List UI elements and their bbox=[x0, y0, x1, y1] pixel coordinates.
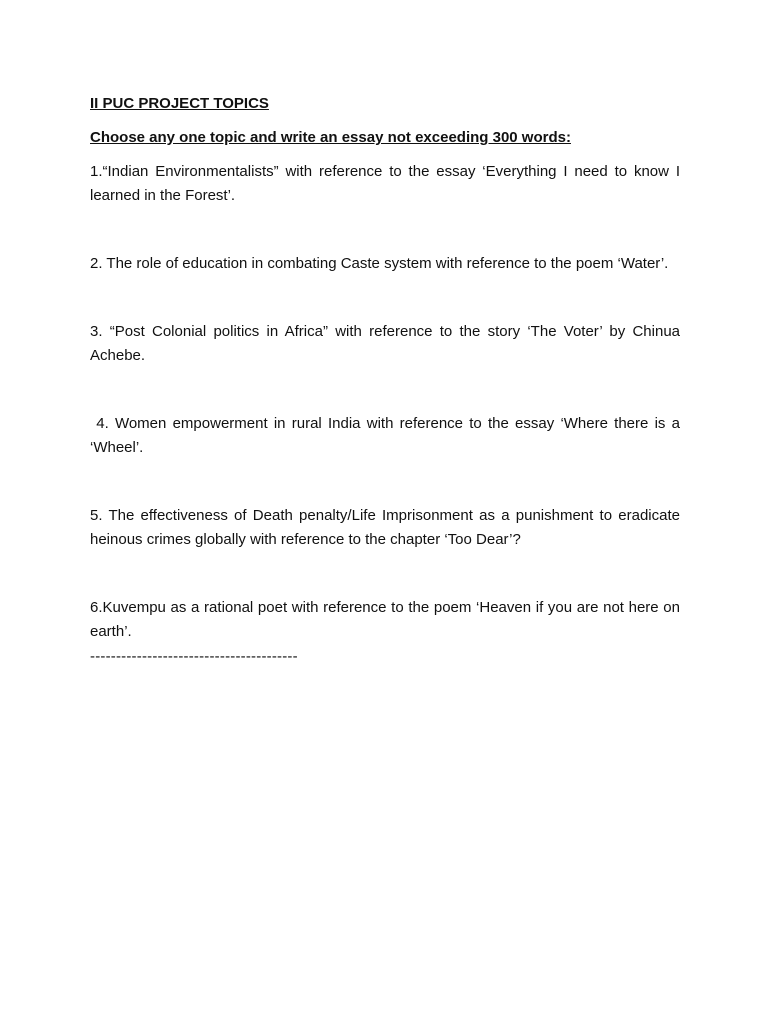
topic-list bbox=[90, 160, 680, 644]
topic-item-6: 6.Kuvempu as a rational poet with reference to the poem ‘Heaven if you are not here on earth’. bbox=[90, 599, 680, 640]
topic-item-3: 3. “Post Colonial politics in Africa” with reference to the story ‘The Voter’ by Chinua Achebe. bbox=[90, 323, 680, 364]
topic-item-1: 1.“Indian Environmentalists” with reference to the essay ‘Everything I need to know I learned in the Forest’. bbox=[90, 163, 680, 204]
topic-item-4: 4. Women empowerment in rural India with reference to the essay ‘Where there is a ‘Wheel’. bbox=[90, 415, 680, 456]
separator-line: ---------------------------------------- bbox=[90, 648, 298, 665]
topic-item-5: 5. The effectiveness of Death penalty/Life Imprisonment as a punishment to eradicate heinous crimes globally with reference to the chapter ‘Too Dear’? bbox=[90, 507, 680, 548]
topic-item-2: 2. The role of education in combating Caste system with reference to the poem ‘Water’. bbox=[90, 255, 669, 272]
document-title: II PUC PROJECT TOPICS bbox=[90, 95, 269, 112]
instruction-text: Choose any one topic and write an essay not exceeding 300 words: bbox=[90, 129, 571, 146]
document-body bbox=[90, 94, 680, 666]
